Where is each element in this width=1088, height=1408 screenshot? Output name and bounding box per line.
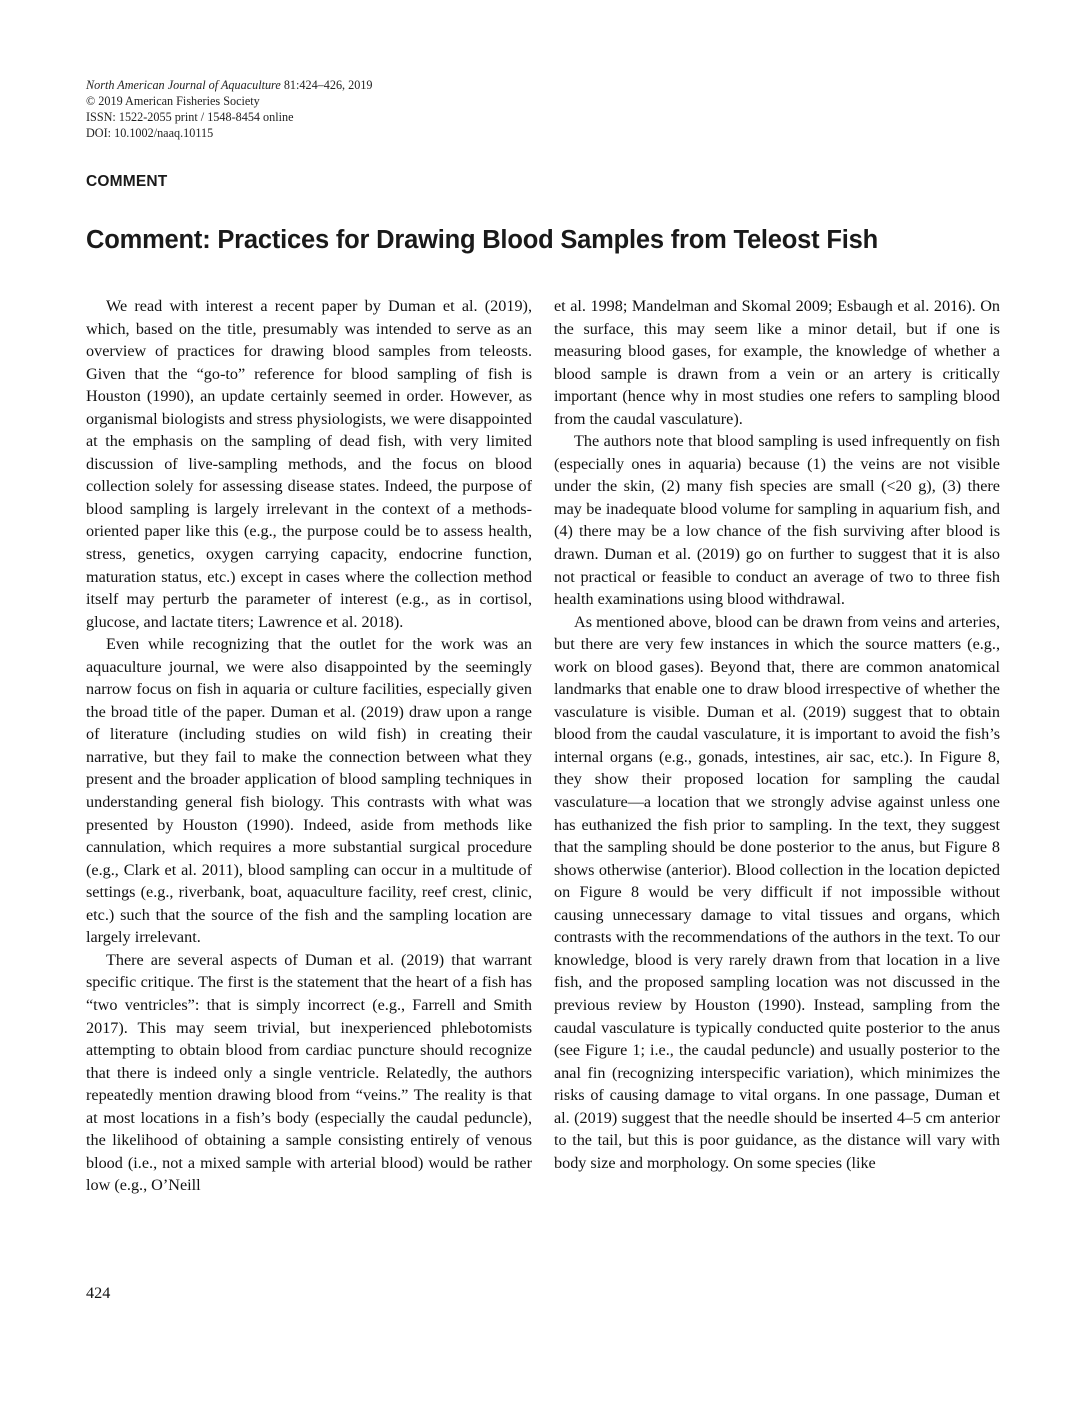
paragraph: We read with interest a recent paper by Duman et al. (2019), which, based on the title, presumably was intended to serve as an overview of practices for drawing blood samples from teleosts. Given that the “go-to” reference for blood sampling of fish is Houston (1990), an update certainly seemed in order. However, as organismal biologists and stress physiologists, we were disappointed at the emphasis on the sampling of dead fish, with very limited discussion of live-sampling methods, and the focus on blood collection solely for assessing disease states. Indeed, the purpose of blood sampling is largely irrelevant in the context of a methods-oriented paper like this (e.g., the purpose could be to assess health, stress, genetics, oxygen carrying capacity, endocrine function, maturation status, etc.) except in cases where the collection method itself may perturb the parameter of interest (e.g., as in cortisol, glucose, and lactate titers; Lawrence et al. 2018). (86, 297, 532, 631)
paragraph: Even while recognizing that the outlet for the work was an aquaculture journal, we were also disappointed by the seemingly narrow focus on fish in aquaria or culture facilities, especially given the broad title of the paper. Duman et al. (2019) draw upon a range of literature (including studies on wild fish) in creating their narrative, but they fail to make the connection between what they present and the broader application of blood sampling techniques in understanding general fish biology. This contrasts with what was presented by Houston (1990). Indeed, aside from methods like cannulation, which requires a more substantial surgical procedure (e.g., Clark et al. 2011), blood sampling can occur in a multitude of settings (e.g., riverbank, boat, aquaculture facility, reef crest, clinic, etc.) such that the source of the fish and the sampling location are largely irrelevant. (86, 635, 532, 947)
paragraph: As mentioned above, blood can be drawn from veins and arteries, but there are very few instances in which the source matters (e.g., work on blood gases). Beyond that, there are common anatomical landmarks that enable one to draw blood irrespective of whether the vasculature is visible. Duman et al. (2019) suggest that to obtain blood from the caudal vasculature, it is important to avoid the fish’s internal organs (e.g., gonads, intestines, air sac, etc.). In Figure 8, they show their proposed location for sampling the caudal vasculature—a location that we strongly advise against unless one has euthanized the fish prior to sampling. In the text, they suggest that the sampling should be done posterior to the anus, but Figure 8 shows otherwise (anterior). Blood collection in the location depicted on Figure 8 would be very difficult if not impossible without causing unnecessary damage to vital tissues and organs, which contrasts with the recommendations of the authors in the text. To our knowledge, blood is very rarely drawn from that location in a live fish, and the proposed sampling location was not discussed in the previous review by Houston (1990). Instead, sampling from the caudal vasculature is typically conducted quite posterior to the anus (see Figure 1; i.e., the caudal peduncle) and usually posterior to the anal fin (recognizing interspecific variation), which minimizes the risks of causing damage to vital organs. In one passage, Duman et al. (2019) suggest that the needle should be inserted 4–5 cm anterior to the tail, but this is poor guidance, as the distance will vary with body size and morphology. On some species (like (554, 612, 1000, 1172)
section-label: COMMENT (86, 173, 168, 190)
paragraph: The authors note that blood sampling is used infrequently on fish (especially ones in aquaria) because (1) the veins are not visible under the skin, (2) many fish species are small (<20 g), (3) there may be inadequate blood volume for sampling in aquarium fish, and (4) there may be a low chance of the fish surviving after blood is drawn. Duman et al. (2019) go on further to suggest that it is also not practical or feasible to conduct an average of two to three fish health examinations using blood withdrawal. (554, 432, 1000, 609)
copyright-line: © 2019 American Fisheries Society (86, 94, 260, 108)
journal-name: North American Journal of Aquaculture (86, 78, 281, 92)
citation-header (86, 77, 506, 141)
page-number: 424 (86, 1284, 111, 1302)
paragraph-continuation: et al. 1998; Mandelman and Skomal 2009; Esbaugh et al. 2016). On the surface, this may seem like a minor detail, but if one is measuring blood gases, for example, the knowledge of whether a blood sample is drawn from a vein or an artery is critically important (hence why in most studies one refers to sampling blood from the caudal vasculature). (554, 297, 1000, 428)
left-column (86, 295, 532, 1197)
volume-pages-year: 81:424–426, 2019 (280, 78, 373, 92)
paragraph: There are several aspects of Duman et al. (2019) that warrant specific critique. The first is the statement that the heart of a fish has “two ventricles”: that is simply incorrect (e.g., Farrell and Smith 2017). This may seem trivial, but inexperienced phlebotomists attempting to obtain blood from cardiac puncture should recognize that there is indeed only a single ventricle. Relatedly, the authors repeatedly mention drawing blood from “veins.” The reality is that at most locations in a fish’s body (especially the caudal peduncle), the likelihood of obtaining a sample consisting entirely of venous blood (i.e., not a mixed sample with arterial blood) would be rather low (e.g., O’Neill (86, 950, 532, 1195)
article-title: Comment: Practices for Drawing Blood Samples from Teleost Fish (86, 226, 878, 254)
issn-line: ISSN: 1522-2055 print / 1548-8454 online (86, 110, 294, 124)
right-column (554, 295, 1000, 1174)
journal-citation-line (86, 77, 506, 93)
doi-line: DOI: 10.1002/naaq.10115 (86, 126, 214, 140)
